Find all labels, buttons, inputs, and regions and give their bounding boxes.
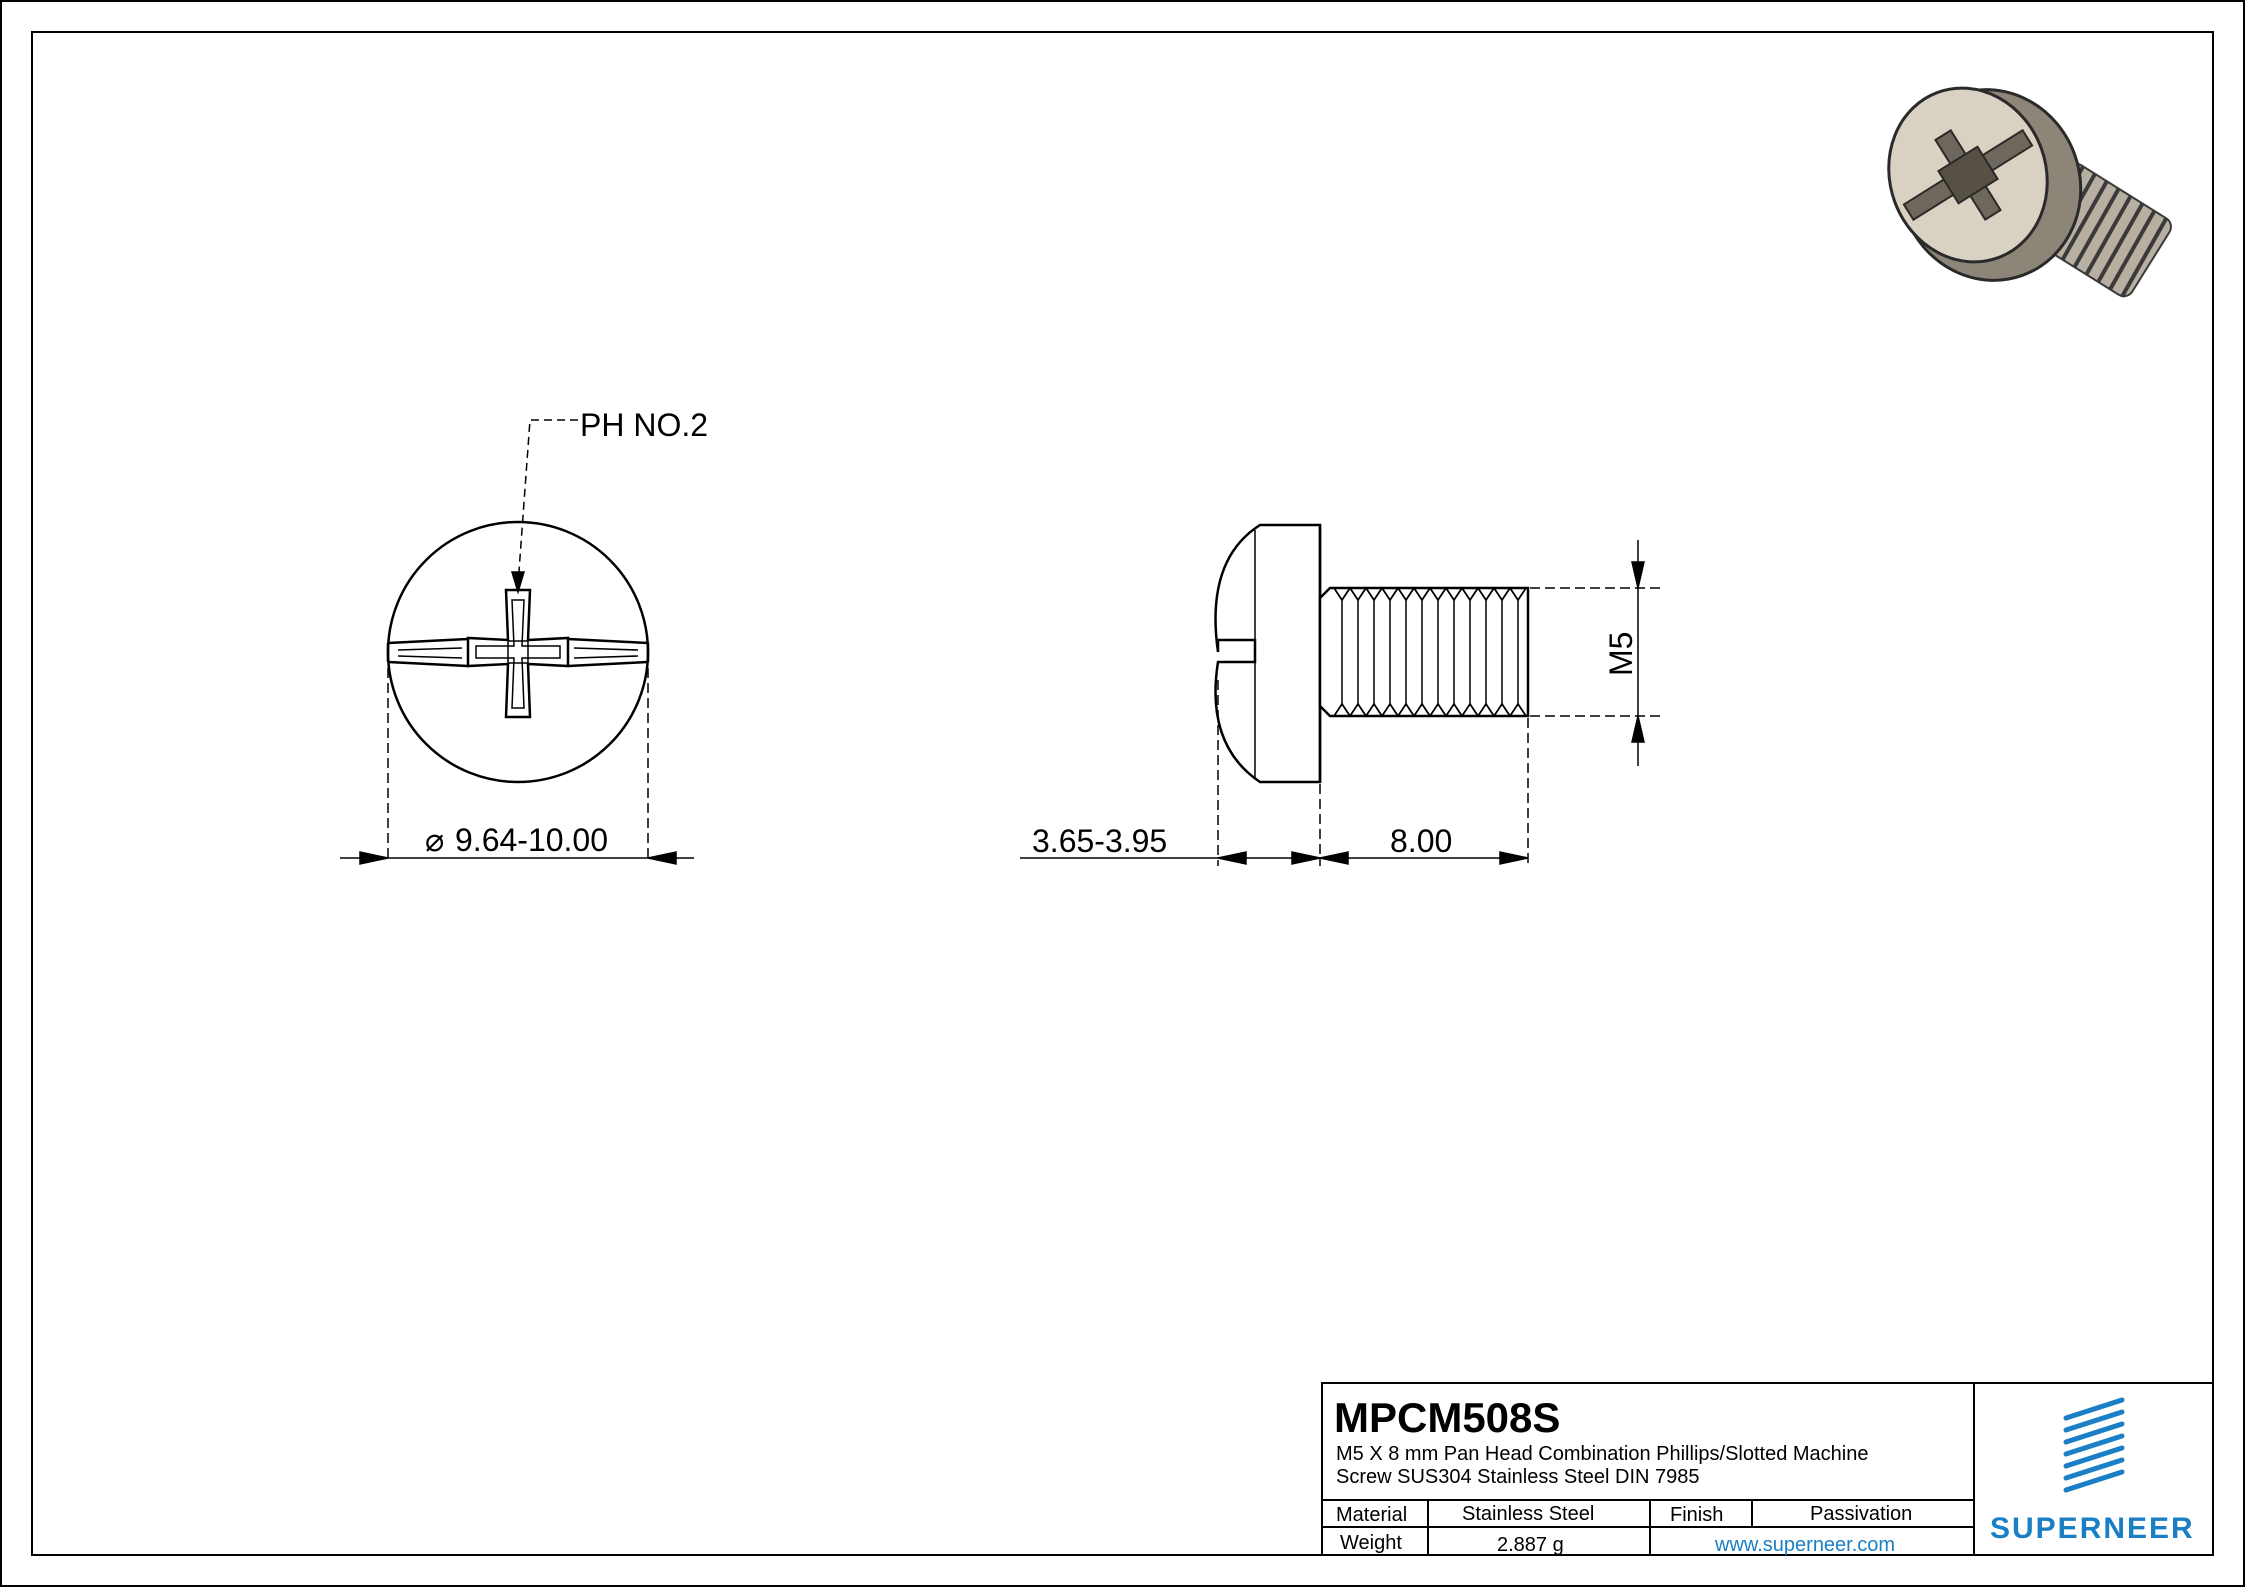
weight-label: Weight [1340, 1532, 1402, 1554]
thread-profile [1320, 588, 1528, 716]
head-height-value: 3.65-3.95 [1032, 823, 1168, 859]
sheet-outer-border [1, 1, 2244, 1586]
side-view [1216, 525, 1528, 782]
weight-value: 2.887 g [1497, 1534, 1564, 1556]
callout-label: PH NO.2 [580, 407, 709, 443]
description-line-2: Screw SUS304 Stainless Steel DIN 7985 [1336, 1466, 1700, 1488]
brand-name: SUPERNEER [1990, 1512, 2195, 1545]
diameter-symbol: ⌀ [425, 822, 445, 858]
material-label: Material [1336, 1504, 1408, 1526]
diameter-value: 9.64-10.00 [455, 822, 609, 858]
sheet-inner-border [32, 32, 2213, 1555]
finish-value: Passivation [1810, 1503, 1913, 1525]
length-value: 8.00 [1390, 823, 1453, 859]
website-link[interactable]: www.superneer.com [1715, 1534, 1896, 1556]
front-view [388, 522, 648, 782]
screw-3d-render [1865, 64, 2175, 306]
part-number: MPCM508S [1334, 1394, 1561, 1441]
thread-size: M5 [1603, 631, 1639, 676]
finish-label: Finish [1670, 1504, 1724, 1526]
thread-dimension [1530, 540, 1660, 766]
description-line-1: M5 X 8 mm Pan Head Combination Phillips/Slotted Machine [1336, 1443, 1869, 1465]
head-profile [1216, 525, 1320, 782]
material-value: Stainless Steel [1462, 1503, 1595, 1525]
